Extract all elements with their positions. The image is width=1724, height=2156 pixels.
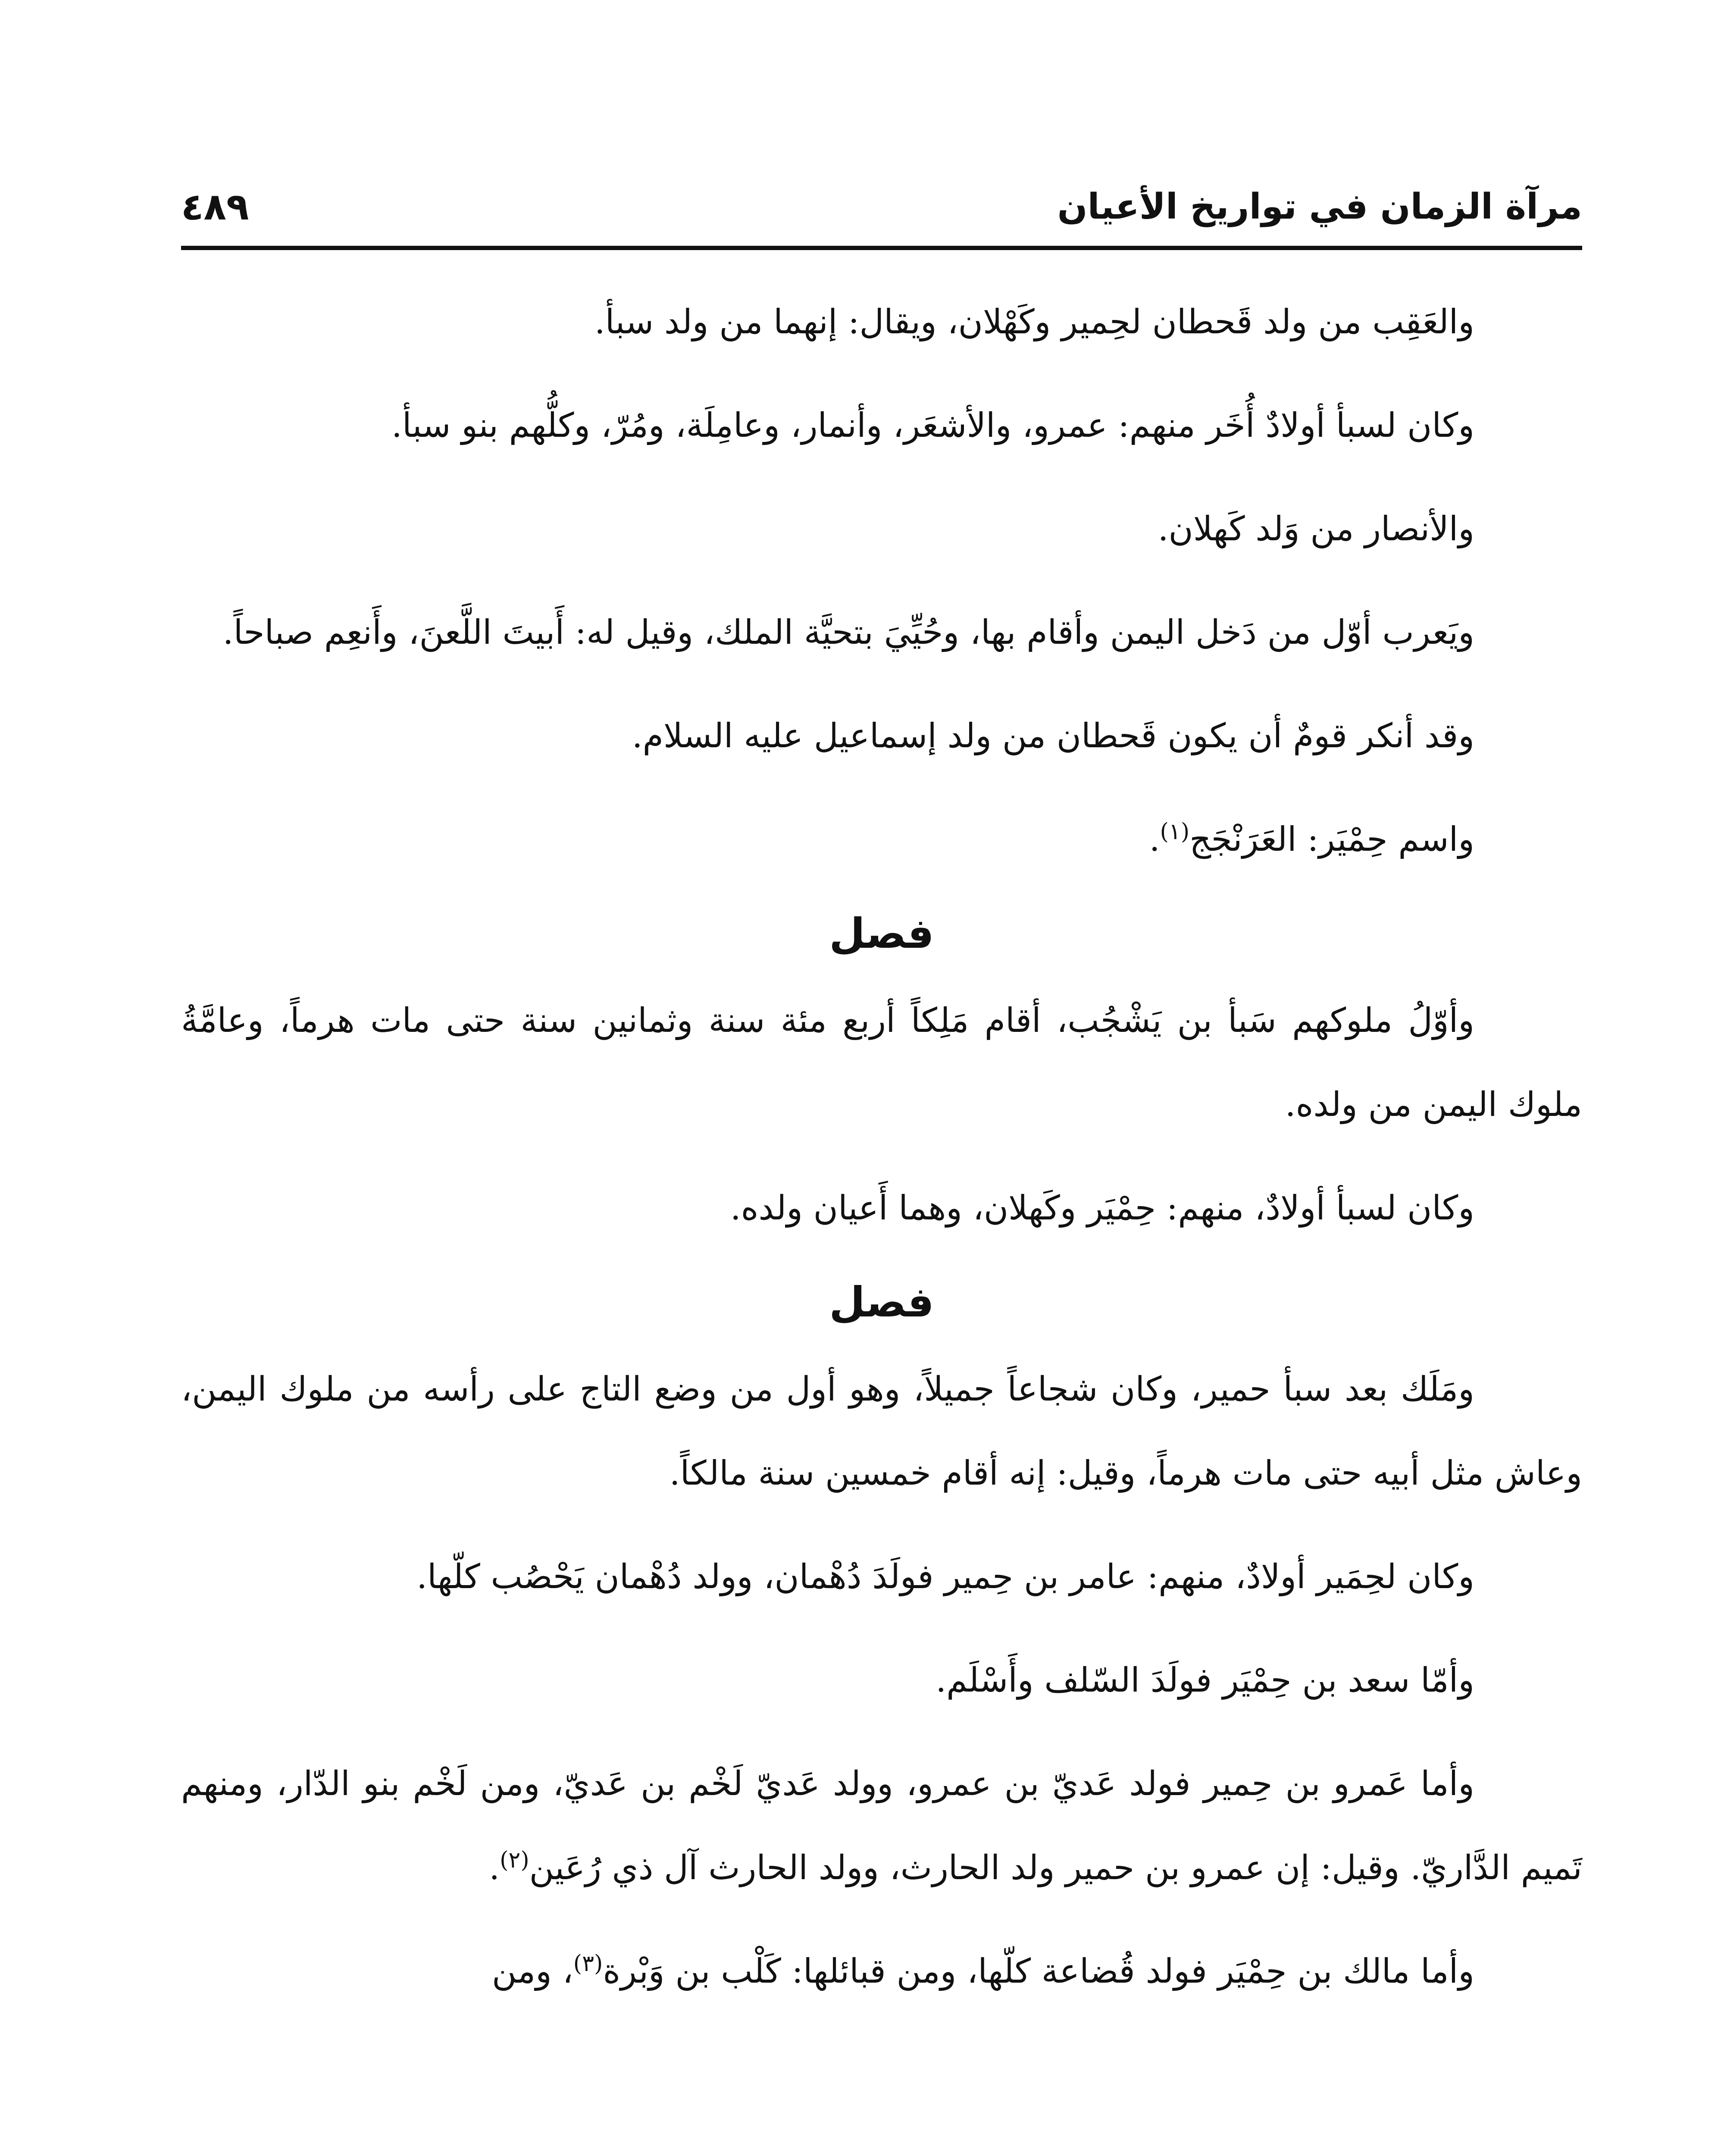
paragraph-5: [181, 694, 1582, 778]
paragraph-text: واسم حِمْيَر: العَرَنْجَج: [1189, 820, 1474, 859]
section-heading-2: فصل: [829, 1278, 934, 1326]
paragraph-text: وأمّا سعد بن حِمْيَر فولَدَ السّلف وأَسْلَم.: [936, 1661, 1474, 1700]
paragraph-6: [181, 798, 1582, 882]
running-header: [181, 181, 1582, 250]
section-1-paragraph-2: [181, 1166, 1582, 1250]
footnote-reference-1[interactable]: (١): [1160, 819, 1190, 845]
paragraph-1: [181, 280, 1582, 364]
paragraph-text: وقد أنكر قومٌ أن يكون قَحطان من ولد إسماعيل عليه السلام.: [632, 717, 1474, 755]
section-2-paragraph-1: [181, 1348, 1582, 1516]
paragraph-tail: ، ومن: [491, 1952, 573, 1991]
main-text: [181, 280, 1582, 2033]
book-page: [181, 129, 1582, 2156]
paragraph-text: وكان لسبأ أولادٌ، منهم: حِمْيَر وكَهلان، وهما أَعيان ولده.: [730, 1189, 1474, 1228]
section-2-paragraph-3: [181, 1639, 1582, 1723]
paragraph-text: وأما عَمرو بن حِمير فولد عَديّ بن عمرو، وولد عَديّ لَخْم بن عَديّ، ومن لَخْم بنو الدّار، ومنهم تَميم الدَّاريّ. وقيل: إن عمرو بن حمير ولد الحارث، وولد الحارث آل ذي رُعَين: [181, 1764, 1582, 1887]
paragraph-text: وأما مالك بن حِمْيَر فولد قُضاعة كلّها، ومن قبائلها: كَلْب بن وَبْرة: [603, 1952, 1474, 1991]
paragraph-4: [181, 591, 1582, 675]
paragraph-text: ويَعرب أوّل من دَخل اليمن وأقام بها، وحُيِّيَ بتحيَّة الملك، وقيل له: أَبيتَ اللَّعنَ، وأَنعِم صباحاً.: [222, 613, 1474, 652]
page-number: ٤٨٩: [181, 185, 249, 229]
section-2-paragraph-2: [181, 1535, 1582, 1619]
paragraph-2: [181, 384, 1582, 468]
paragraph-tail: .: [1149, 820, 1160, 859]
paragraph-tail: .: [489, 1849, 500, 1887]
section-heading-1: فصل: [829, 909, 934, 958]
footnote-reference-3[interactable]: (٣): [573, 1951, 603, 1977]
paragraph-text: وكان لسبأ أولادٌ أُخَر منهم: عمرو، والأشعَر، وأنمار، وعامِلَة، ومُرّ، وكلُّهم بنو سبأ.: [391, 406, 1474, 445]
paragraph-text: والأنصار من وَلد كَهلان.: [1158, 510, 1474, 548]
paragraph-text: وكان لحِمَير أولادٌ، منهم: عامر بن حِمير فولَدَ دُهْمان، وولد دُهْمان يَحْصُب كلّها.: [416, 1557, 1474, 1596]
footnote-reference-2[interactable]: (٢): [500, 1847, 529, 1873]
paragraph-3: [181, 487, 1582, 571]
section-1-paragraph-1: [181, 979, 1582, 1147]
section-2-paragraph-4: [181, 1742, 1582, 1910]
paragraph-text: ومَلَك بعد سبأ حمير، وكان شجاعاً جميلاً، وهو أول من وضع التاج على رأسه من ملوك اليمن، وعاش مثل أبيه حتى مات هرماً، وقيل: إنه أقام خمسين سنة مالكاً.: [181, 1370, 1582, 1493]
paragraph-text: والعَقِب من ولد قَحطان لحِمير وكَهْلان، ويقال: إنهما من ولد سبأ.: [594, 303, 1474, 342]
running-title: مرآة الزمان في تواريخ الأعيان: [1057, 186, 1582, 227]
section-2-paragraph-5: [181, 1930, 1582, 2014]
paragraph-text: وأوّلُ ملوكهم سَبأ بن يَشْجُب، أقام مَلِكاً أربع مئة سنة وثمانين سنة حتى مات هرماً، وعامَّةُ ملوك اليمن من ولده.: [181, 1001, 1582, 1124]
